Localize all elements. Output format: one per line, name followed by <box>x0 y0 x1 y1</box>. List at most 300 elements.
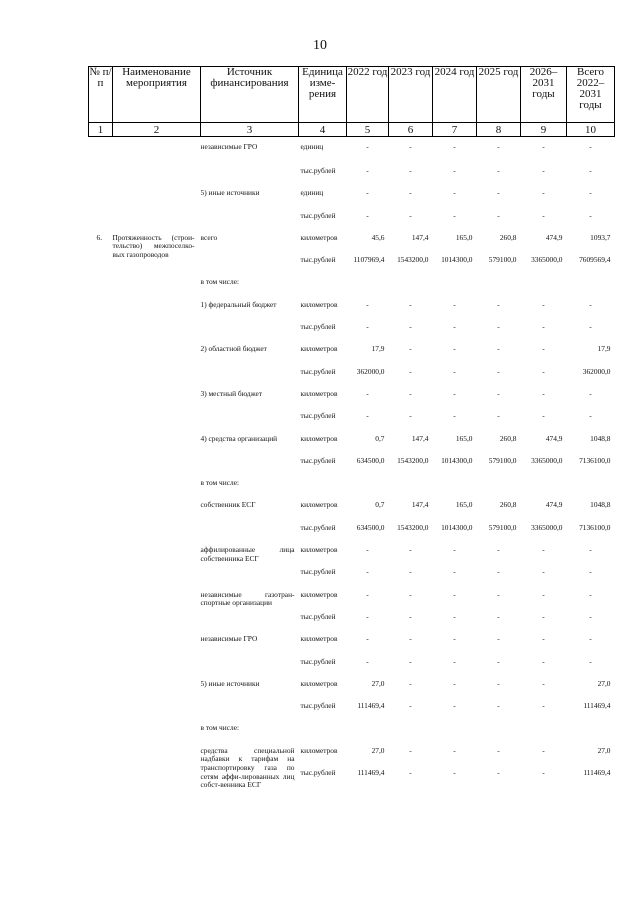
measure-name-cell <box>113 747 201 769</box>
measure-name-cell <box>113 769 201 791</box>
value-cell: 260,8 <box>499 433 517 443</box>
unit-cell <box>299 278 347 300</box>
page-number: 10 <box>313 38 327 53</box>
unit-cell: километров <box>300 232 338 242</box>
value-cell: - <box>497 611 500 621</box>
value-cell: - <box>542 567 545 577</box>
value-cell: - <box>497 678 500 688</box>
unit-cell: тыс.рублей <box>300 768 336 778</box>
value-cell: 165,0 <box>455 433 473 443</box>
value-cell: 27,0 <box>597 678 611 688</box>
value-cell: - <box>453 344 456 354</box>
funding-source-cell <box>201 457 299 479</box>
table-row <box>89 769 615 791</box>
measure-name-cell <box>113 702 201 724</box>
value-cell <box>389 479 433 501</box>
table-row <box>89 591 615 613</box>
value-cell: - <box>453 388 456 398</box>
column-number: 5 <box>347 123 389 137</box>
value-cell: - <box>497 411 500 421</box>
funding-source-cell <box>201 702 299 724</box>
value-cell: - <box>542 745 545 755</box>
value-cell <box>477 278 521 300</box>
value-cell: - <box>366 388 369 398</box>
value-cell <box>477 724 521 746</box>
value-cell: - <box>497 745 500 755</box>
header-cell: № п/п <box>89 67 113 123</box>
row-number-cell <box>89 613 113 635</box>
value-cell <box>521 278 567 300</box>
column-number: 1 <box>89 123 113 137</box>
row-number-cell <box>89 457 113 479</box>
unit-cell: тыс.рублей <box>300 166 336 175</box>
funding-source-cell <box>201 524 299 546</box>
row-number-cell <box>89 212 113 234</box>
row-number-cell <box>89 189 113 211</box>
value-cell <box>389 278 433 300</box>
value-cell: - <box>366 322 369 332</box>
row-number-cell <box>89 769 113 791</box>
value-cell: - <box>542 166 545 175</box>
row-number-cell <box>89 435 113 457</box>
value-cell: - <box>542 388 545 398</box>
value-cell: - <box>497 589 500 599</box>
value-cell: 7609569,4 <box>579 255 611 265</box>
value-cell: 1093,7 <box>590 232 611 242</box>
value-cell: - <box>589 411 592 421</box>
table-row <box>89 635 615 657</box>
measure-name-cell <box>113 137 201 168</box>
value-cell: - <box>497 322 500 332</box>
value-cell: - <box>497 388 500 398</box>
measure-name-cell <box>113 479 201 501</box>
value-cell: - <box>497 299 500 309</box>
value-cell <box>347 724 389 746</box>
value-cell: - <box>542 545 545 555</box>
funding-source-cell: независимые ГРО <box>200 634 258 644</box>
unit-cell: тыс.рублей <box>300 701 336 711</box>
row-number-cell <box>89 301 113 323</box>
measure-name-cell <box>113 345 201 367</box>
value-cell: 27,0 <box>597 745 611 755</box>
value-cell: - <box>542 634 545 644</box>
value-cell: - <box>589 210 592 220</box>
unit-cell: километров <box>300 433 338 443</box>
unit-cell <box>299 724 347 746</box>
table-row <box>89 278 615 300</box>
table-row <box>89 457 615 479</box>
value-cell: - <box>542 411 545 421</box>
value-cell: - <box>589 299 592 309</box>
table-row <box>89 435 615 457</box>
value-cell: 1107969,4 <box>353 255 385 265</box>
funding-source-cell: средства специальной надбавки к тарифам на транспортировку газа по сетям аффи-лированных лиц собст-венника ЕСГ <box>200 745 295 790</box>
value-cell: - <box>409 589 412 599</box>
value-cell: - <box>453 411 456 421</box>
value-cell: - <box>497 634 500 644</box>
value-cell: - <box>409 678 412 688</box>
measure-name-cell <box>113 501 201 523</box>
value-cell: 0,7 <box>375 500 385 510</box>
row-number-cell <box>89 568 113 590</box>
value-cell: 17,9 <box>371 344 385 354</box>
measure-name-cell <box>113 368 201 390</box>
program-table <box>88 66 615 791</box>
value-cell: - <box>366 166 369 175</box>
funding-source-cell <box>201 658 299 680</box>
table-row <box>89 368 615 390</box>
value-cell: 362000,0 <box>582 366 611 376</box>
table-row <box>89 724 615 746</box>
value-cell: - <box>453 166 456 175</box>
value-cell: - <box>409 768 412 778</box>
header-cell: Единица изме-рения <box>299 67 347 123</box>
measure-name-cell <box>113 546 201 568</box>
value-cell: 1014300,0 <box>441 455 473 465</box>
unit-cell: километров <box>300 545 338 555</box>
value-cell: - <box>366 545 369 555</box>
value-cell: - <box>409 411 412 421</box>
value-cell <box>347 278 389 300</box>
value-cell: - <box>497 166 500 175</box>
measure-name-cell <box>113 680 201 702</box>
header-cell: Источник финансирования <box>201 67 299 123</box>
funding-source-cell <box>201 167 299 189</box>
header-cell: 2026–2031 годы <box>521 67 567 123</box>
table-row <box>89 137 615 168</box>
value-cell: - <box>366 656 369 666</box>
funding-source-cell <box>201 368 299 390</box>
row-number-cell: 6. <box>96 232 103 242</box>
table-row <box>89 702 615 724</box>
unit-cell: тыс.рублей <box>300 411 336 421</box>
value-cell: 1048,8 <box>590 500 611 510</box>
value-cell: - <box>542 188 545 198</box>
column-number: 9 <box>521 123 567 137</box>
value-cell: 1014300,0 <box>441 522 473 532</box>
measure-name-cell <box>113 278 201 300</box>
funding-source-cell: независимые ГРО <box>200 142 258 151</box>
value-cell: - <box>589 166 592 175</box>
row-number-cell <box>89 345 113 367</box>
table-row <box>89 301 615 323</box>
value-cell: 27,0 <box>371 678 385 688</box>
value-cell: 1543200,0 <box>397 255 429 265</box>
value-cell: - <box>366 611 369 621</box>
value-cell: - <box>366 634 369 644</box>
value-cell: - <box>497 768 500 778</box>
value-cell <box>567 724 615 746</box>
column-number: 8 <box>477 123 521 137</box>
table-row <box>89 412 615 434</box>
funding-source-cell: 2) областной бюджет <box>200 344 267 354</box>
table-row <box>89 189 615 211</box>
table-row <box>89 747 615 769</box>
value-cell: - <box>589 634 592 644</box>
value-cell: - <box>409 634 412 644</box>
header-cell: 2022 год <box>347 67 389 123</box>
unit-cell: километров <box>300 344 338 354</box>
header-cell: 2023 год <box>389 67 433 123</box>
table-row <box>89 234 615 256</box>
value-cell: 111469,4 <box>357 701 385 711</box>
value-cell: - <box>453 545 456 555</box>
value-cell: - <box>542 322 545 332</box>
funding-source-cell: всего <box>200 232 218 242</box>
header-cell: 2024 год <box>433 67 477 123</box>
measure-name-cell <box>113 568 201 590</box>
measure-name-cell <box>113 613 201 635</box>
unit-cell: тыс.рублей <box>300 611 336 621</box>
value-cell: - <box>589 142 592 151</box>
measure-name-cell <box>113 591 201 613</box>
table-row <box>89 390 615 412</box>
unit-cell: единиц <box>300 188 324 198</box>
value-cell: 579100,0 <box>488 255 517 265</box>
value-cell <box>567 479 615 501</box>
table-row <box>89 524 615 546</box>
value-cell: - <box>409 299 412 309</box>
value-cell: 260,8 <box>499 500 517 510</box>
value-cell: - <box>453 589 456 599</box>
funding-source-cell: 5) иные источники <box>200 678 260 688</box>
funding-source-cell: в том числе: <box>200 478 240 488</box>
value-cell: - <box>453 188 456 198</box>
funding-source-cell <box>201 256 299 278</box>
value-cell: 111469,4 <box>357 768 385 778</box>
value-cell: - <box>409 188 412 198</box>
value-cell: - <box>409 545 412 555</box>
value-cell: 579100,0 <box>488 455 517 465</box>
header-row <box>89 67 615 123</box>
value-cell: - <box>497 545 500 555</box>
value-cell: 3365000,0 <box>531 255 563 265</box>
measure-name-cell <box>113 724 201 746</box>
value-cell: - <box>409 344 412 354</box>
value-cell: - <box>409 142 412 151</box>
row-number-cell <box>89 501 113 523</box>
measure-name-cell <box>113 635 201 657</box>
measure-name-cell <box>113 524 201 546</box>
value-cell: - <box>409 567 412 577</box>
value-cell: - <box>589 656 592 666</box>
row-number-cell <box>89 278 113 300</box>
value-cell: - <box>542 611 545 621</box>
value-cell: 1014300,0 <box>441 255 473 265</box>
value-cell: - <box>409 656 412 666</box>
value-cell: - <box>542 344 545 354</box>
value-cell: - <box>409 322 412 332</box>
value-cell <box>433 479 477 501</box>
row-number-cell <box>89 412 113 434</box>
column-number: 2 <box>113 123 201 137</box>
value-cell: - <box>453 322 456 332</box>
value-cell: - <box>409 388 412 398</box>
value-cell: - <box>497 210 500 220</box>
value-cell: 7136100,0 <box>579 522 611 532</box>
measure-name-cell <box>113 301 201 323</box>
table-row <box>89 658 615 680</box>
value-cell: 147,4 <box>411 433 429 443</box>
unit-cell: километров <box>300 388 338 398</box>
table-row <box>89 167 615 189</box>
value-cell: - <box>589 388 592 398</box>
value-cell: 0,7 <box>375 433 385 443</box>
value-cell <box>433 724 477 746</box>
value-cell: 17,9 <box>597 344 611 354</box>
row-number-cell <box>89 368 113 390</box>
funding-source-cell <box>201 568 299 590</box>
row-number-cell <box>89 747 113 769</box>
table-row <box>89 501 615 523</box>
value-cell: 27,0 <box>371 745 385 755</box>
row-number-cell <box>89 256 113 278</box>
value-cell: - <box>542 210 545 220</box>
value-cell <box>567 278 615 300</box>
unit-cell <box>299 479 347 501</box>
column-number: 7 <box>433 123 477 137</box>
value-cell: - <box>542 656 545 666</box>
unit-cell: километров <box>300 634 338 644</box>
table-row <box>89 212 615 234</box>
value-cell: - <box>453 701 456 711</box>
unit-cell: единиц <box>300 142 324 151</box>
value-cell: 474,9 <box>545 433 563 443</box>
measure-name-cell <box>113 189 201 211</box>
unit-cell: тыс.рублей <box>300 322 336 332</box>
value-cell: 7136100,0 <box>579 455 611 465</box>
row-number-cell <box>89 702 113 724</box>
funding-source-cell: 3) местный бюджет <box>200 388 263 398</box>
value-cell: - <box>497 188 500 198</box>
table-row <box>89 613 615 635</box>
value-cell <box>389 724 433 746</box>
unit-cell: километров <box>300 678 338 688</box>
value-cell: 362000,0 <box>356 366 385 376</box>
value-cell: - <box>366 299 369 309</box>
header-cell: Всего 2022–2031 годы <box>567 67 615 123</box>
row-number-cell <box>89 680 113 702</box>
value-cell: - <box>497 344 500 354</box>
value-cell: - <box>497 567 500 577</box>
value-cell: - <box>409 210 412 220</box>
value-cell: - <box>366 567 369 577</box>
value-cell: - <box>409 611 412 621</box>
header-cell: Наименование мероприятия <box>113 67 201 123</box>
table-row <box>89 345 615 367</box>
value-cell <box>433 278 477 300</box>
value-cell: - <box>453 678 456 688</box>
measure-name-cell <box>113 167 201 189</box>
value-cell: - <box>409 166 412 175</box>
measure-name-cell <box>113 212 201 234</box>
measure-name-cell <box>113 435 201 457</box>
value-cell: - <box>453 142 456 151</box>
value-cell <box>477 479 521 501</box>
column-number-row <box>89 123 615 137</box>
funding-source-cell: в том числе: <box>200 277 240 287</box>
unit-cell: километров <box>300 299 338 309</box>
value-cell: - <box>453 634 456 644</box>
value-cell: - <box>453 366 456 376</box>
measure-name-cell <box>113 390 201 412</box>
value-cell: - <box>453 745 456 755</box>
value-cell: 634500,0 <box>356 522 385 532</box>
row-number-cell <box>89 635 113 657</box>
value-cell: - <box>589 567 592 577</box>
row-number-cell <box>89 658 113 680</box>
value-cell: 474,9 <box>545 500 563 510</box>
value-cell <box>521 479 567 501</box>
value-cell: - <box>497 142 500 151</box>
value-cell: - <box>542 678 545 688</box>
funding-source-cell <box>201 613 299 635</box>
header-cell: 2025 год <box>477 67 521 123</box>
measure-name-cell <box>113 457 201 479</box>
funding-source-cell: собственник ЕСГ <box>200 500 256 510</box>
funding-source-cell <box>201 212 299 234</box>
row-number-cell <box>89 479 113 501</box>
value-cell: 45,6 <box>371 232 385 242</box>
value-cell: 1048,8 <box>590 433 611 443</box>
value-cell: 111469,4 <box>583 701 611 711</box>
value-cell: - <box>589 322 592 332</box>
row-number-cell <box>89 167 113 189</box>
value-cell: - <box>366 188 369 198</box>
value-cell: - <box>589 589 592 599</box>
funding-source-cell: 5) иные источники <box>200 188 260 198</box>
row-number-cell <box>89 546 113 568</box>
measure-name-cell <box>113 323 201 345</box>
value-cell: - <box>409 701 412 711</box>
column-number: 10 <box>567 123 615 137</box>
unit-cell: километров <box>300 500 338 510</box>
unit-cell: километров <box>300 589 338 599</box>
value-cell: - <box>497 701 500 711</box>
value-cell: - <box>542 366 545 376</box>
row-number-cell <box>89 591 113 613</box>
table-row <box>89 568 615 590</box>
value-cell: - <box>453 768 456 778</box>
funding-source-cell: аффилированные лица собственника ЕСГ <box>200 545 295 563</box>
unit-cell: тыс.рублей <box>300 210 336 220</box>
value-cell: 147,4 <box>411 500 429 510</box>
row-number-cell <box>89 323 113 345</box>
value-cell: 634500,0 <box>356 455 385 465</box>
value-cell: - <box>453 299 456 309</box>
value-cell: 3365000,0 <box>531 455 563 465</box>
value-cell: - <box>453 611 456 621</box>
funding-source-cell <box>201 412 299 434</box>
row-number-cell <box>89 724 113 746</box>
value-cell: 474,9 <box>545 232 563 242</box>
unit-cell: тыс.рублей <box>300 522 336 532</box>
value-cell: - <box>542 299 545 309</box>
value-cell: - <box>453 656 456 666</box>
value-cell <box>347 479 389 501</box>
funding-source-cell <box>201 323 299 345</box>
value-cell: - <box>497 366 500 376</box>
column-number: 6 <box>389 123 433 137</box>
value-cell: - <box>366 589 369 599</box>
value-cell: 3365000,0 <box>531 522 563 532</box>
value-cell: - <box>366 210 369 220</box>
funding-source-cell: в том числе: <box>200 723 240 733</box>
value-cell: 147,4 <box>411 232 429 242</box>
value-cell: - <box>409 745 412 755</box>
funding-source-cell: 1) федеральный бюджет <box>200 299 277 309</box>
measure-name-cell: Протяженность (строи-тельство) межпоселко-вых газопроводов <box>112 232 195 260</box>
